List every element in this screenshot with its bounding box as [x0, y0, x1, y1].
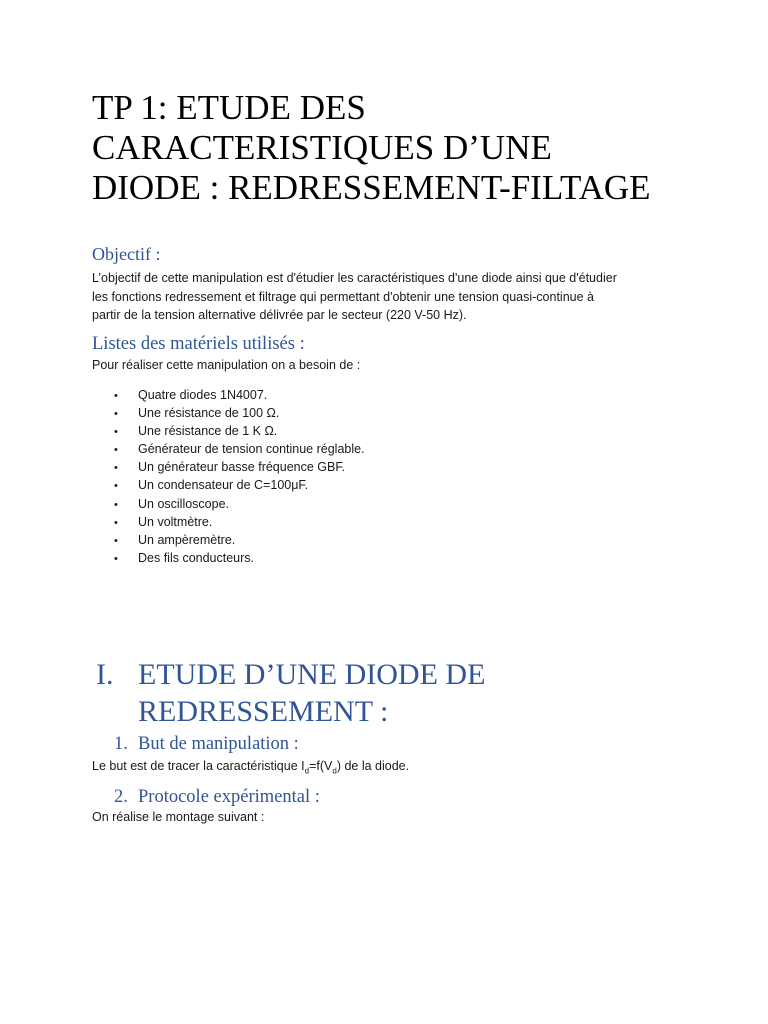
- list-item-text: Une résistance de 1 K Ω.: [138, 424, 278, 439]
- bullet-icon: •: [114, 462, 118, 475]
- list-item: [114, 549, 365, 567]
- list-item-text: Des fils conducteurs.: [138, 550, 255, 565]
- subsection-1-number: 1.: [114, 734, 128, 754]
- materiels-intro: Pour réaliser cette manipulation on a besoin de :: [92, 358, 361, 372]
- list-item: [114, 422, 365, 440]
- objectif-line-1: L’objectif de cette manipulation est d'étudier les caractéristiques d'une diode ainsi que d'étudier: [92, 271, 617, 285]
- text-part: =f(V: [309, 759, 333, 773]
- subsection-2-heading: [114, 787, 320, 808]
- title-line-3: DIODE : REDRESSEMENT-FILTAGE: [92, 168, 651, 207]
- bullet-icon: •: [114, 408, 118, 421]
- bullet-icon: •: [114, 516, 118, 529]
- subsection-2-text: On réalise le montage suivant :: [92, 810, 265, 824]
- list-item-text: Un générateur basse fréquence GBF.: [138, 460, 346, 475]
- bullet-icon: •: [114, 552, 118, 565]
- bullet-icon: •: [114, 534, 118, 547]
- document-title: [92, 88, 732, 208]
- list-item: [114, 440, 365, 458]
- subsection-2-number: 2.: [114, 787, 128, 807]
- title-line-2: CARACTERISTIQUES D’UNE: [92, 128, 552, 167]
- list-item-text: Une résistance de 100 Ω.: [138, 406, 280, 421]
- objectif-heading: Objectif :: [92, 244, 161, 264]
- list-item-text: Un voltmètre.: [138, 514, 213, 529]
- subsection-1-title: But de manipulation :: [138, 734, 299, 754]
- list-item: [114, 531, 365, 549]
- title-line-1: TP 1: ETUDE DES: [92, 88, 366, 127]
- bullet-icon: •: [114, 498, 118, 511]
- list-item: [114, 495, 365, 513]
- objectif-paragraph: [92, 269, 682, 325]
- subsection-2-title: Protocole expérimental :: [138, 787, 320, 807]
- section-1-heading: [96, 656, 658, 730]
- subscript: d: [332, 766, 337, 776]
- subsection-1-text: [92, 759, 409, 776]
- bullet-icon: •: [114, 426, 118, 439]
- section-1-title: [138, 656, 658, 730]
- list-item-text: Un oscilloscope.: [138, 496, 230, 511]
- list-item-text: Un ampèremètre.: [138, 532, 236, 547]
- section-1-title-line-1: ETUDE D’UNE DIODE DE: [138, 658, 486, 691]
- list-item: [114, 458, 365, 476]
- subscript: d: [304, 766, 310, 776]
- list-item-text: Générateur de tension continue réglable.: [138, 442, 365, 457]
- list-item: [114, 513, 365, 531]
- list-item: [114, 386, 365, 404]
- list-item: [114, 476, 365, 494]
- materiels-heading: Listes des matériels utilisés :: [92, 334, 305, 354]
- list-item-text: Un condensateur de C=100μF.: [138, 478, 309, 493]
- bullet-icon: •: [114, 480, 118, 493]
- bullet-icon: •: [114, 444, 118, 457]
- objectif-line-2: les fonctions redressement et filtrage qui permettant d'obtenir une tension quasi-continue à: [92, 289, 594, 304]
- list-item-text: Quatre diodes 1N4007.: [138, 388, 268, 402]
- text-part: Le but est de tracer la caractéristique I: [92, 759, 305, 773]
- list-item: [114, 404, 365, 422]
- subsection-1-heading: [114, 734, 299, 755]
- text-part: ) de la diode.: [336, 759, 410, 773]
- bullet-icon: •: [114, 390, 118, 402]
- section-1-title-line-2: REDRESSEMENT :: [138, 695, 389, 728]
- objectif-line-3: partir de la tension alternative délivrée par le secteur (220 V-50 Hz).: [92, 308, 467, 322]
- section-1-number: I.: [96, 658, 114, 691]
- materiels-list: [114, 386, 365, 567]
